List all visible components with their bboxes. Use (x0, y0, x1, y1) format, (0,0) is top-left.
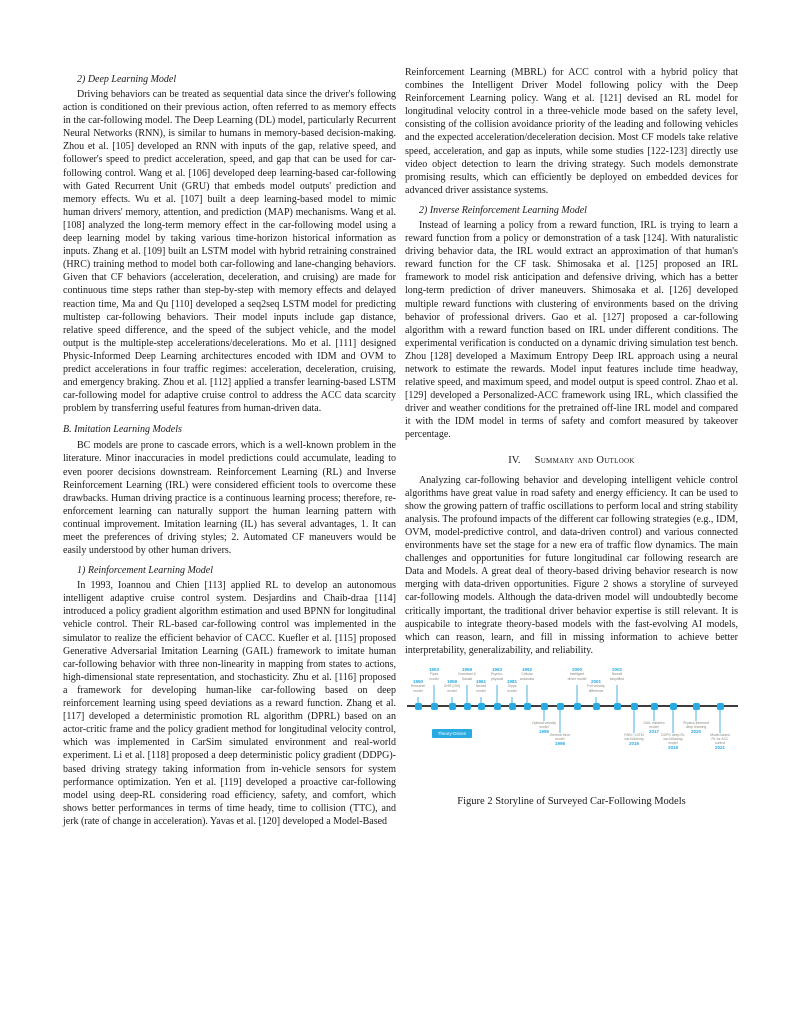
timeline-year: 1950 (412, 678, 423, 684)
timeline-marker (631, 703, 638, 710)
timeline-year: 2021 (714, 745, 725, 751)
timeline-description: Physics-informed deep learning (682, 720, 709, 730)
timeline-description: Optimal velocity model (532, 720, 556, 730)
timeline-description: Full velocity difference (587, 684, 605, 693)
timeline-stem (526, 685, 528, 703)
timeline-label (507, 667, 547, 681)
timeline-stem (543, 710, 545, 721)
timeline-description: GAIL imitation model (643, 720, 665, 730)
timeline-stem (719, 710, 721, 733)
timeline-description: Newell model (475, 684, 487, 693)
timeline-description: Kometani & Sasaki (458, 672, 476, 681)
timeline-year: 2002 (611, 666, 622, 672)
timeline-label (576, 679, 616, 693)
paragraph-imitation-learning: BC models are prone to cascade errors, which is a well-known problem in the literature. Minor inaccuracies in model predictions could accumulate, leading to even poorer decisions downstream. Reinforcement Learning (RL) and Inverse Reinforcement Learning (IRL) were considered efficient tools to overcome these drawbacks. Human driving practice is a continuous learning process; therefore, re-enforcement learning can naturally support the human learning pattern with continual improvement. Imitation learning (IL) has several advantages, 1. It can meet the preferences of driving styles; 2. Automated CF maneuvers would be easily understood by other human drivers. (63, 440, 396, 557)
timeline-stem (616, 685, 618, 703)
timeline-label (653, 733, 693, 751)
timeline-description: Pipes model (429, 672, 439, 681)
paragraph-inverse-reinforcement-learning: Instead of learning a policy from a reward function, IRL is trying to learn a reward function from a policy or demonstration of a task [124]. With naturalistic driving behavior data, the IRL would extract an approximation of that human's reward function for the CF task. Shimosaka et al. [125] proposed an IRL framework to model risk anticipation and defensive driving, which has a better long-term prediction of driver maneuvers. Shimosaka et al. [126] developed multiple reward functions with clustering of environments based on the driving behavior of professional drivers. Gao et al. [127] proposed a car-following algorithm with a reward function based on IRL under different conditions. The experimental verification is conducted on a dynamic driving simulation test bench. Zhou [128] developed a Maximum Entropy Deep IRL approach using a neural network to estimate the rewards. Model input features include time headway, relative speed, and maximum speed, and model output is speed control. Zhao et al. [129] developed a Personalized-ACC framework using IRL, which classified the driver and weather conditions for the pretrained off-line IRL model and compared it with the IDM model in terms of safety and comfort measured by takeover percentage. (405, 219, 738, 441)
left-column (63, 66, 396, 828)
timeline-year: 1963 (491, 666, 502, 672)
heading-inverse-reinforcement-learning-model: 2) Inverse Reinforcement Learning Model (419, 204, 587, 216)
timeline-label (614, 733, 654, 747)
timeline-stem (653, 710, 655, 721)
timeline-description: GHR (GM) model (443, 684, 461, 693)
timeline-year: 1959 (461, 666, 472, 672)
timeline-marker (449, 703, 456, 710)
timeline-marker (693, 703, 700, 710)
heading-reinforcement-learning-model: 1) Reinforcement Learning Model (77, 565, 213, 577)
figure-2 (405, 667, 738, 808)
timeline-label (700, 733, 738, 751)
timeline-label (597, 667, 637, 681)
timeline-marker (574, 703, 581, 710)
era-badge: Theory-Driven (432, 729, 472, 738)
timeline-year: 1992 (521, 666, 532, 672)
timeline-year: 1995 (538, 729, 549, 735)
timeline-year: 1981 (506, 678, 517, 684)
timeline-description: Cellular automata (519, 672, 535, 681)
timeline-marker (509, 703, 516, 710)
timeline-marker (415, 703, 422, 710)
timeline-marker (524, 703, 531, 710)
timeline-marker (651, 703, 658, 710)
timeline-marker (593, 703, 600, 710)
timeline-year: 1961 (475, 678, 486, 684)
timeline-year: 1953 (428, 666, 439, 672)
timeline-stem (417, 697, 419, 703)
timeline-marker (478, 703, 485, 710)
timeline-stem (695, 710, 697, 721)
timeline-description: Intelligent driver model (567, 672, 587, 681)
timeline-marker (494, 703, 501, 710)
timeline-marker (670, 703, 677, 710)
paragraph-reinforcement-learning: In 1993, Ioannou and Chien [113] applied RL to develop an autonomous intelligent adaptive cruise control system. Desjardins and Chaib-draa [114] introduced a policy gradient algorithm estimation and used BPNN for longitudinal vehicle control. Their RL-based car-following control was implemented in the simulator to realize the efficient behavior of CACC. Kuefler et al. [115] proposed Generative Adversarial Imitation Learning (GAIL) framework to imitate human car-following behavior with three non-linearity in mapping from states to actions, high-dimensional state representation, and stochasticity. Zhu et al. [116] proposed a framework for developing human-like car-following based on deep reinforcement learning using speed deviations as a reward function. Zhang et al. [117] developed a deterministic promotion RL algorithm (DPRL) based on an actor-critic frame and the policy gradient method for longitudinal velocity control, which was implemented in CarSim simulated environment and real-world experiment. Li et al. [118] proposed a deep deterministic policy gradient (DDPG)-based driving strategy taking information from in-vehicle sensors for system performance optimization. Yen et al. [119] developed a proactive car-following model using deep-RL considering road efficiency, safety, and comfort, which shows better performances in terms of time heady, time to collision (TTC), and jerk (rate of change in acceleration). Yavas et al. [120] developed a Model-Based (63, 580, 396, 827)
figure-caption: Figure 2 Storyline of Surveyed Car-Following Models (457, 795, 686, 807)
timeline-year: 2016 (628, 741, 639, 747)
right-column (405, 66, 738, 808)
timeline-stem (559, 710, 561, 733)
timeline-stem (672, 710, 674, 733)
timeline-description: Reuschel model (410, 684, 426, 693)
paragraph-deep-learning: Driving behaviors can be treated as sequential data since the driver's following action is conditioned on their previous action, often referred to as memory effects in the car-following model. The Deep Learning (DL) model, particularly Recurrent Neural Networks (RNN), is similar to humans in memory-based decision-making. Zhou et al. [105] developed an RNN with inputs of the gap, relative speed, and follower's speed to predict acceleration, speed, and gap that can be used for car-following control. Wang et al. [106] developed deep learning-based car-following with Gated Recurrent Unit (GRU) that embeds model outputs' prediction and memory effects. Wu et al. [107] built a deep learning-based model to mimic human drivers' memory, attention, and prediction (MAP) mechanisms. Wang et al. [108] analyzed the long-term memory effect in the car-following model using a deep learning model by taking various time-horizon historical information as inputs. Zhang et al. [109] built an LSTM model with hybrid retraining constrained (HRC) training method to model both car-following and lane-changing behaviors. Given that CF behaviors (acceleration, deceleration, and cruising) are made for continuous time steps rather than step-by-step with memory effects and delayed reaction time, Ma and Qu [110] developed a seq2seq LSTM model for predicting multistep car-following behaviors. Their model inputs include gap distance, relative speed difference, and the speed of the subject vehicle, and the model output is the multiple-step accelerations/decelerations. Mo et al. [111] designed Physic-Informed Deep Learning architectures encoded with IDM and OVM to predict accelerations in four traffic regimes: acceleration, deceleration, cruising, and emergency braking. Zhou et al. [112] applied a transfer learning-based LSTM car-following model for adaptive cruise control to address the ACC data scarcity problem by transferring useful features from human-driven data. (63, 89, 396, 415)
timeline-year: 1998 (554, 741, 565, 747)
heading-imitation-learning-models: B. Imitation Learning Models (63, 424, 182, 436)
timeline-year: 2000 (571, 666, 582, 672)
timeline-description: Newell simplified (609, 672, 625, 681)
timeline-stem (511, 697, 513, 703)
heading-deep-learning-model: 2) Deep Learning Model (77, 74, 177, 85)
timeline-year: 2020 (690, 729, 701, 735)
timeline-label (540, 733, 580, 747)
timeline-description: RNN / LSTM car-following (624, 732, 644, 742)
timeline-marker (614, 703, 621, 710)
timeline-description: DDPG deep-RL car-following model (661, 732, 685, 746)
paragraph-mbrl-continuation: Reinforcement Learning (MBRL) for ACC control with a hybrid policy that combines the Intelligent Driver Model following policy with the Deep Reinforcement Learning policy. Wang et al. [121] devised an RL model for longitudinal velocity control in a three-vehicle mode based on the safety level, consisting of the collision avoidance priority of the leading and following vehicles and the expected acceleration/deceleration decision. Most CF models take relative speed, acceleration, and gap as inputs, while some studies [122-123] directly use video object detection to learn the driving strategy. Such models demonstrate promising results, which can efficiently be deployed on embedded devices for advanced driver assistance systems. (405, 67, 738, 196)
timeline-stem (595, 697, 597, 703)
timeline-description: Psycho- physical (490, 672, 504, 681)
timeline-year: 1958 (446, 678, 457, 684)
timeline-description: Model-based RL for ACC control (710, 732, 730, 746)
timeline-marker (557, 703, 564, 710)
timeline-stem (451, 697, 453, 703)
timeline-marker (431, 703, 438, 710)
heading-summary-and-outlook (405, 454, 738, 467)
timeline-stem (480, 697, 482, 703)
timeline-year: 2001 (590, 678, 601, 684)
timeline-axis (407, 705, 738, 707)
timeline-marker (464, 703, 471, 710)
timeline-description: General force model (549, 732, 571, 742)
timeline-canvas (405, 667, 738, 773)
paragraph-summary: Analyzing car-following behavior and developing intelligent vehicle control algorithms have great value in road safety and energy efficiency. It can be used to show the growing pattern of traffic oscillations to perform local and string stability analysis. The profound impacts of the different car following strategies (e.g., IDM, OVM, model-predictive control, and data-driven control) and various connected environments have set the stage for a new era of traffic flow dynamics. The main challenges and opportunities for future longitudinal car following research are Data and Models. A great deal of theory-based driving behavior research is now merging with data-driven opportunities. Figure 2 shows a storyline of surveyed car-following models. Although the data-driven model will undoubtedly become critically important, the traditional driver behavior expertise is still relevant. It is auspicabile to integrate theory-based models with the fast-evolving AI models, which can reason, learn, and fill in missing information to achieve better interpretability, generalizability, and reliability. (405, 474, 738, 656)
timeline-year: 2017 (648, 729, 659, 735)
section-title: Summary and Outlook (534, 454, 635, 466)
section-number: IV. (508, 454, 521, 466)
timeline-marker (541, 703, 548, 710)
timeline-marker (717, 703, 724, 710)
timeline-description: Gipps model (507, 684, 517, 693)
timeline-year: 2018 (667, 745, 678, 751)
